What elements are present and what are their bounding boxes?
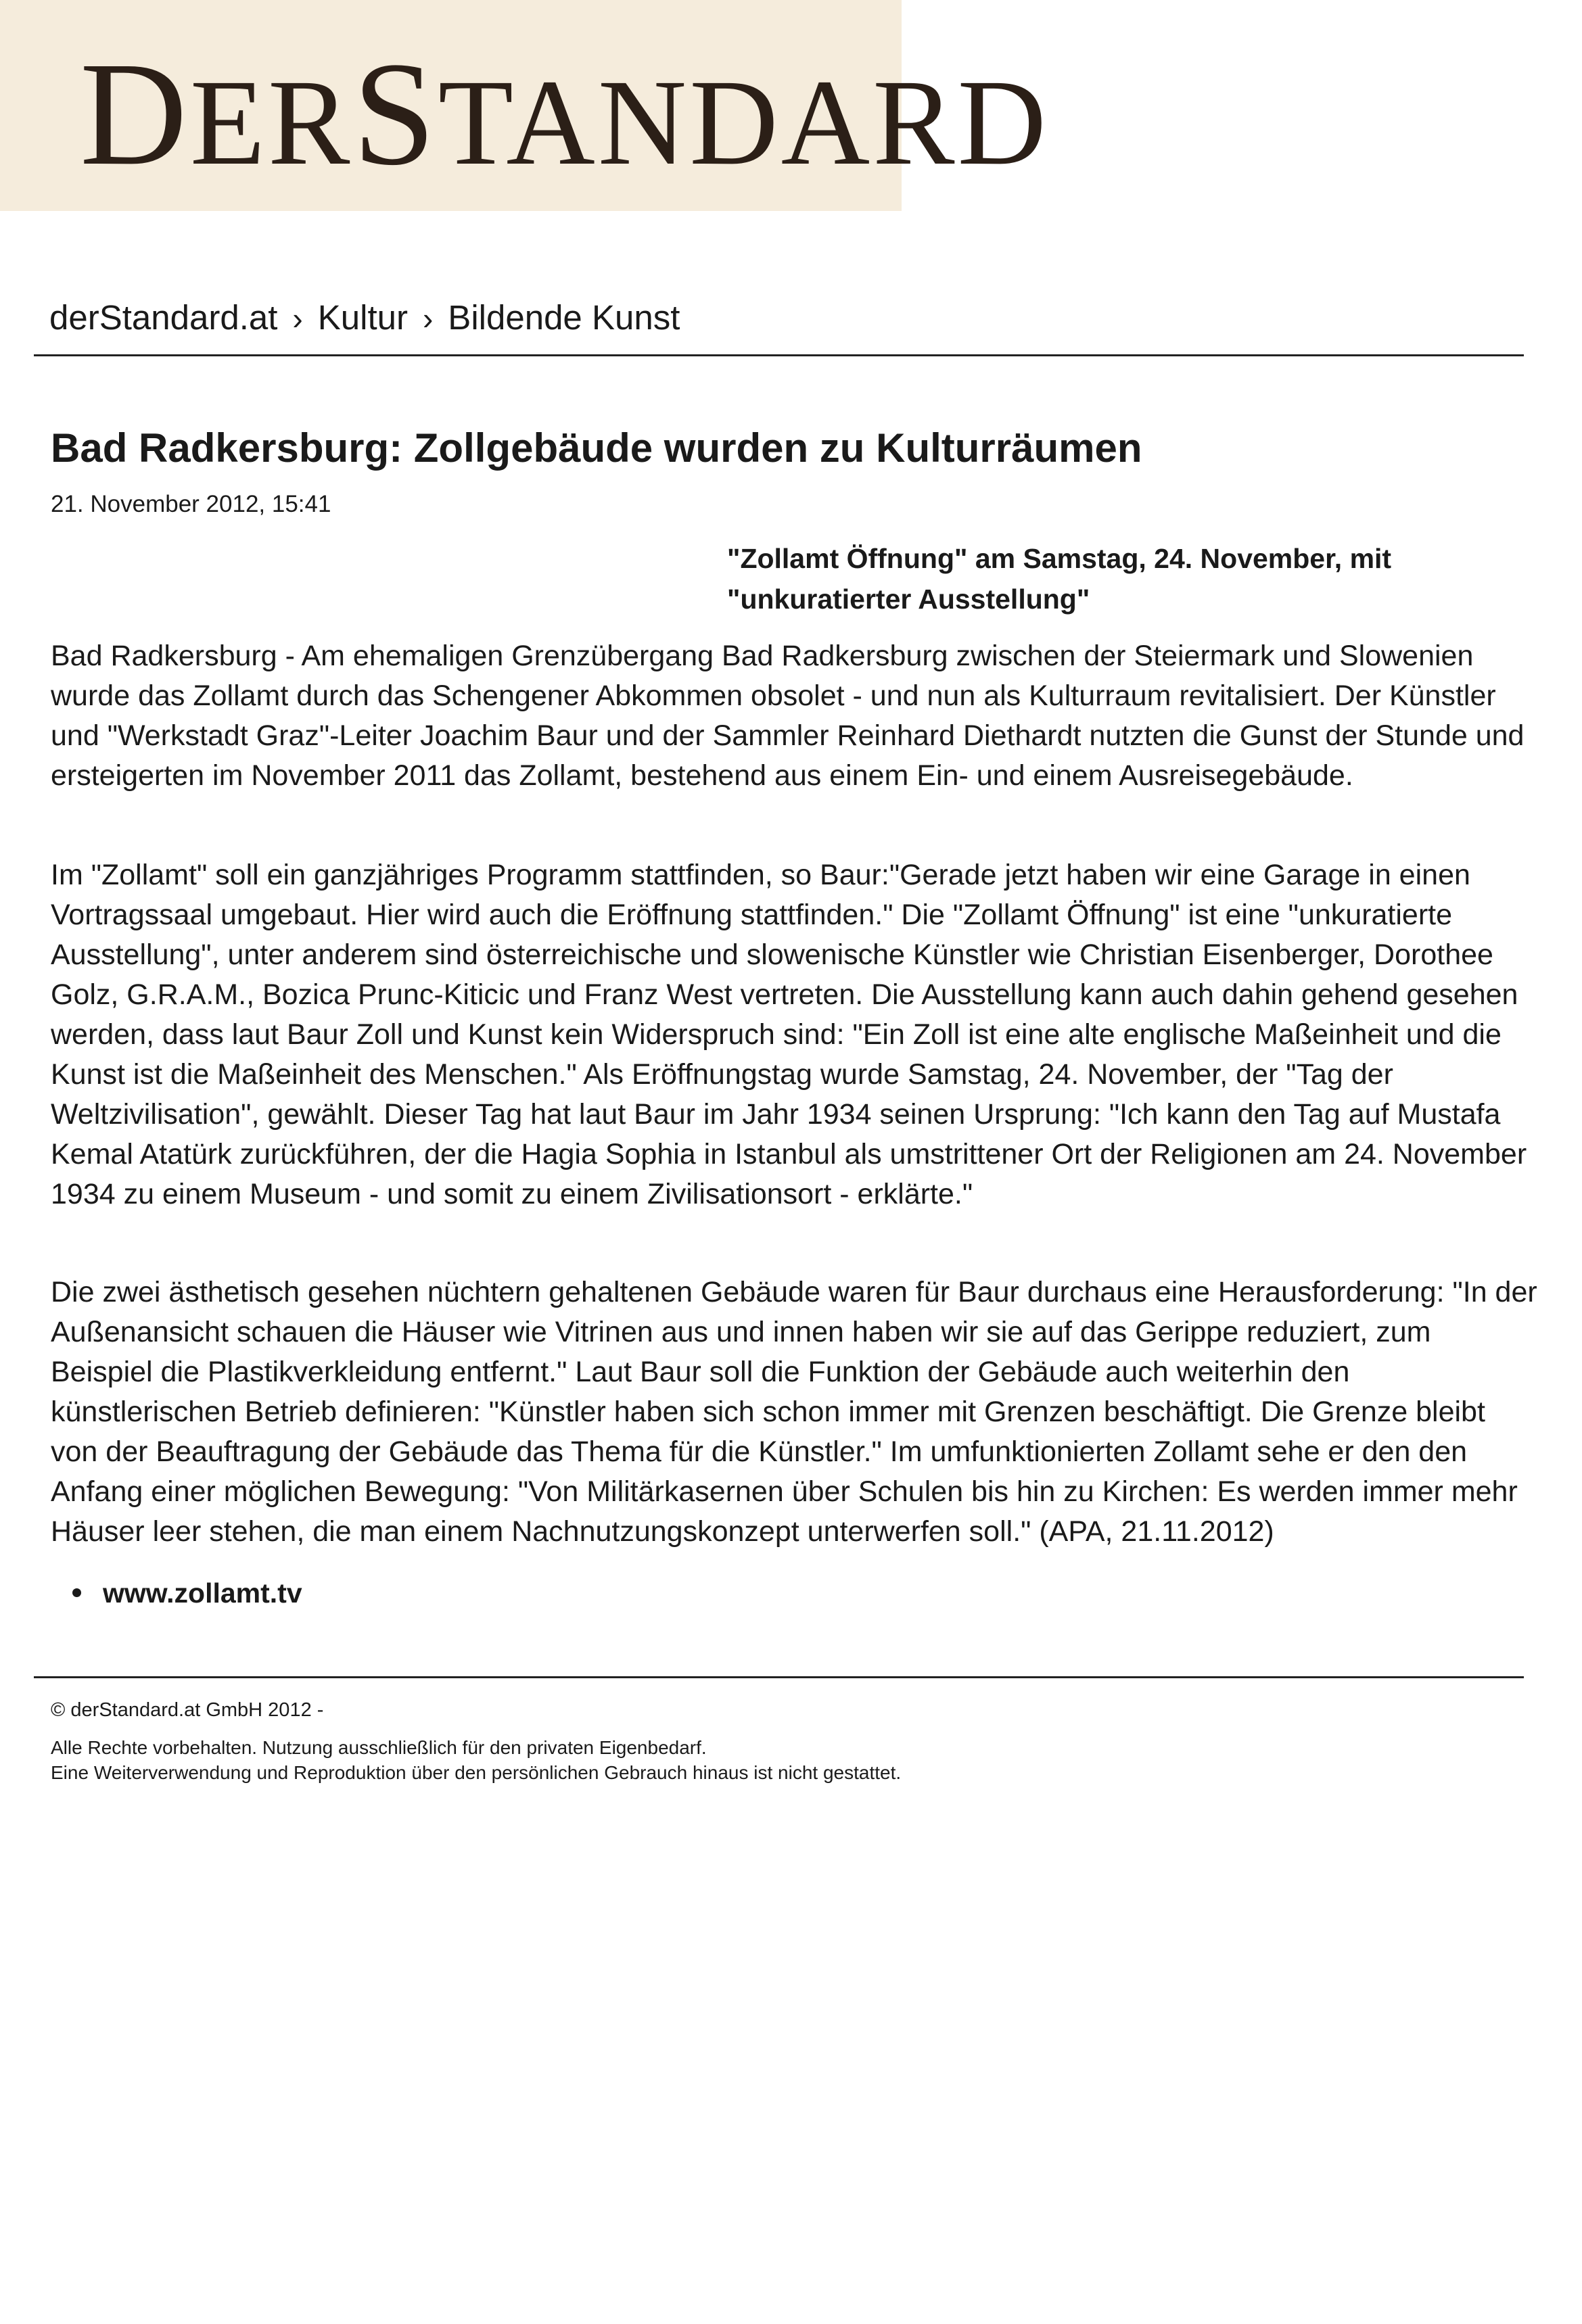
logo-wordmark — [80, 31, 1049, 196]
footer-rights-line-2: Eine Weiterverwendung und Reproduktion über den persönlichen Gebrauch hinaus ist nicht gestattet. — [51, 1762, 902, 1783]
breadcrumb-home[interactable]: derStandard.at — [49, 298, 278, 337]
footer-divider — [34, 1676, 1524, 1678]
masthead-logo[interactable] — [0, 0, 1049, 211]
breadcrumb-separator-icon: › — [292, 301, 303, 336]
article-date: 21. November 2012, 15:41 — [51, 491, 331, 517]
logo-part-tandard: TANDARD — [438, 55, 1049, 191]
logo-part-er: ER — [189, 55, 353, 191]
footer-copyright: © derStandard.at GmbH 2012 - — [51, 1699, 324, 1721]
related-links — [51, 1573, 302, 1613]
link-zollamt[interactable]: www.zollamt.tv — [103, 1578, 302, 1609]
breadcrumb — [49, 298, 680, 337]
article-paragraph-2: Im "Zollamt" soll ein ganzjähriges Programm stattfinden, so Baur:"Gerade jetzt haben wir eine Garage in einen Vortragssaal umgebaut. Hier wird auch die Eröffnung stattfinden." Die "Zollamt Öffnung" ist eine "unkuratierte Ausstellung", unter anderem sind österreichische und slowenische Künstler wie Christian Eisenberger, Dorothee Golz, G.R.A.M., Bozica Prunc-Kiticic und Franz West vertreten. Die Ausstellung kann auch dahin gehend gesehen werden, dass laut Baur Zoll und Kunst kein Widerspruch sind: "Ein Zoll ist eine alte englische Maßeinheit und die Kunst ist die Maßeinheit des Menschen." Als Eröffnungstag wurde Samstag, 24. November, der "Tag der Weltzivilisation", gewählt. Dieser Tag hat laut Baur im Jahr 1934 seinen Ursprung: "Ich kann den Tag auf Mustafa Kemal Atatürk zurückführen, der die Hagia Sophia in Istanbul als umstrittener Ort der Religionen am 24. November 1934 zu einem Museum - und somit zu einem Zivilisationsort - erklärte." — [51, 859, 1527, 1210]
logo-initial-d: D — [80, 31, 190, 196]
article-paragraph-1: Bad Radkersburg - Am ehemaligen Grenzübergang Bad Radkersburg zwischen der Steiermark und Slowenien wurde das Zollamt durch das Schengener Abkommen obsolet - und nun als Kulturraum revitalisiert. Der Künstler und "Werkstadt Graz"-Leiter Joachim Baur und der Sammler Reinhard Diethardt nutzten die Gunst der Stunde und ersteigerten im November 2011 das Zollamt, bestehend aus einem Ein- und einem Ausreisegebäude. — [51, 640, 1525, 792]
breadcrumb-kultur[interactable]: Kultur — [317, 298, 408, 337]
footer-rights-line-1: Alle Rechte vorbehalten. Nutzung ausschließlich für den privaten Eigenbedarf. — [51, 1737, 707, 1758]
header-divider — [34, 354, 1524, 356]
breadcrumb-bildende-kunst[interactable]: Bildende Kunst — [448, 298, 680, 337]
article-paragraph-3: Die zwei ästhetisch gesehen nüchtern gehaltenen Gebäude waren für Baur durchaus eine Herausforderung: "In der Außenansicht schauen die Häuser wie Vitrinen aus und innen haben wir sie auf das Gerippe reduziert, zum Beispiel die Plastikverkleidung entfernt." Laut Baur soll die Funktion der Gebäude auch weiterhin den künstlerischen Betrieb definieren: "Künstler haben sich schon immer mit Grenzen beschäftigt. Die Grenze bleibt von der Beauftragung der Gebäude das Thema für die Künstler." Im umfunktionierten Zollamt sehe er den den Anfang einer möglichen Bewegung: "Von Militärkasernen über Schulen bis hin zu Kirchen: Es werden immer mehr Häuser leer stehen, die man einem Nachnutzungskonzept unterwerfen soll." (APA, 21.11.2012) — [51, 1276, 1537, 1548]
breadcrumb-separator-icon: › — [422, 301, 434, 336]
article-title: Bad Radkersburg: Zollgebäude wurden zu Kulturräumen — [51, 425, 1142, 471]
article-subtitle: "Zollamt Öffnung" am Samstag, 24. November, mit "unkuratierter Ausstellung" — [727, 543, 1392, 615]
bullet-icon — [72, 1588, 81, 1597]
logo-initial-s: S — [352, 31, 438, 196]
footer-rights — [51, 1735, 901, 1785]
